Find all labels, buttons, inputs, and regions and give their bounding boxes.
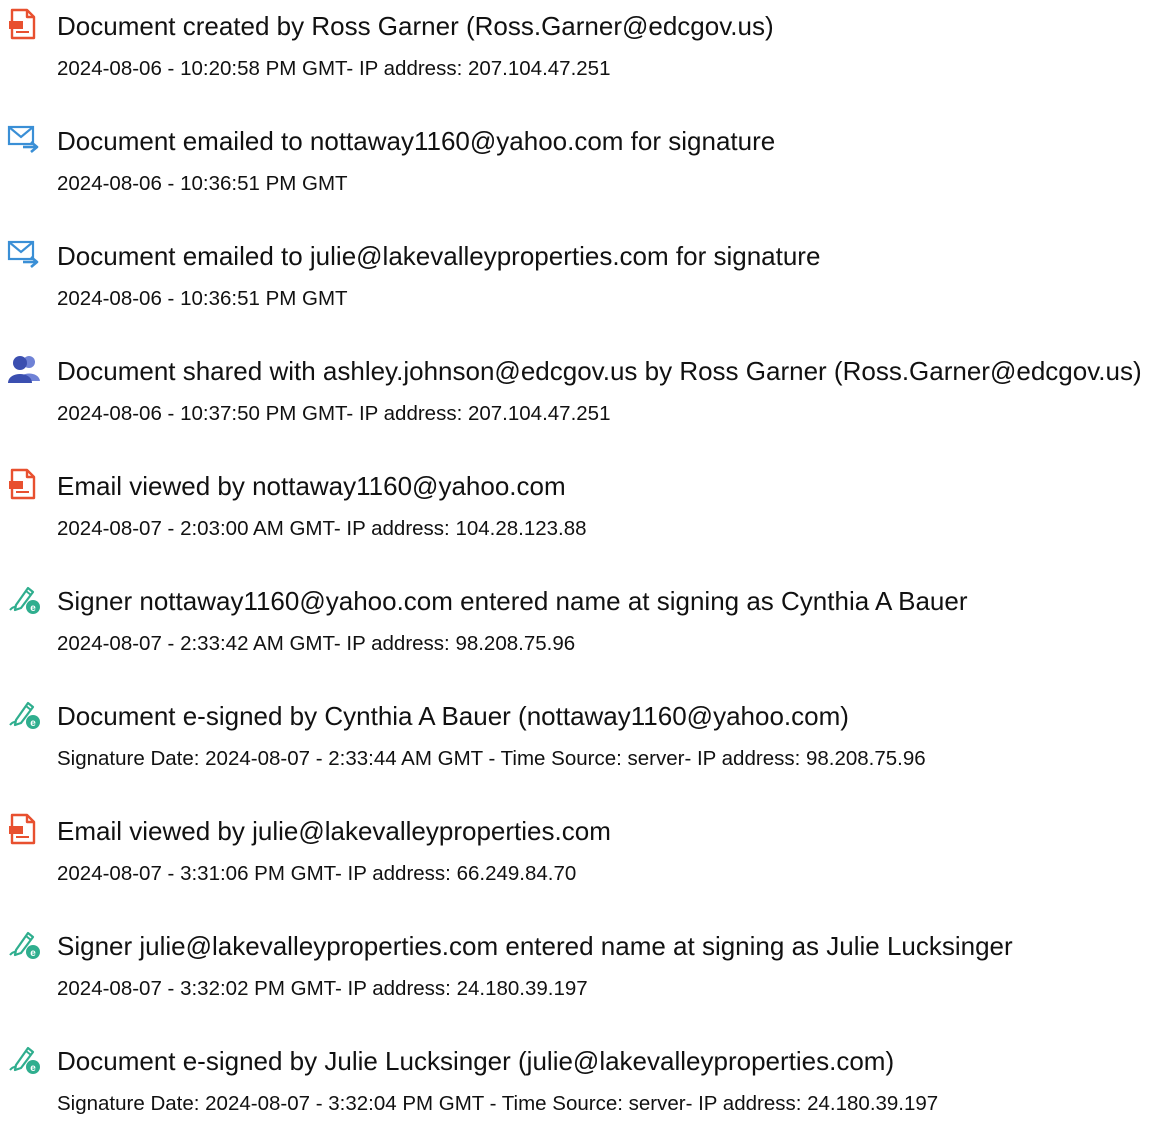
event-title: Document e-signed by Cynthia A Bauer (nottaway1160@yahoo.com) <box>57 701 849 731</box>
pen-sign-icon <box>7 928 41 960</box>
pen-sign-icon <box>7 1043 41 1075</box>
pen-sign-icon <box>7 698 41 730</box>
svg-text:e: e <box>30 948 36 959</box>
event-title: Document created by Ross Garner (Ross.Garner@edcgov.us) <box>57 11 774 41</box>
event-title: Document emailed to nottaway1160@yahoo.com for signature <box>57 126 776 156</box>
event-detail: 2024-08-07 - 3:31:06 PM GMT- IP address: 66.249.84.70 <box>57 862 577 885</box>
audit-event <box>0 1035 1176 1145</box>
event-detail: 2024-08-06 - 10:37:50 PM GMT- IP address: 207.104.47.251 <box>57 402 611 425</box>
audit-event <box>0 690 1176 800</box>
event-detail: 2024-08-07 - 3:32:02 PM GMT- IP address: 24.180.39.197 <box>57 977 588 1000</box>
audit-event <box>0 920 1176 1030</box>
event-detail: Signature Date: 2024-08-07 - 3:32:04 PM GMT - Time Source: server- IP address: 24.180.39.197 <box>57 1092 939 1115</box>
email-send-icon <box>7 123 41 155</box>
event-title: Email viewed by julie@lakevalleyproperties.com <box>57 816 611 846</box>
audit-event <box>0 0 1176 110</box>
pen-sign-icon <box>7 583 41 615</box>
event-detail: Signature Date: 2024-08-07 - 2:33:44 AM GMT - Time Source: server- IP address: 98.208.75.96 <box>57 747 926 770</box>
event-title: Document e-signed by Julie Lucksinger (julie@lakevalleyproperties.com) <box>57 1046 895 1076</box>
event-detail: 2024-08-06 - 10:36:51 PM GMT <box>57 172 348 195</box>
event-title: Email viewed by nottaway1160@yahoo.com <box>57 471 566 501</box>
document-icon <box>7 813 41 845</box>
event-detail: 2024-08-06 - 10:36:51 PM GMT <box>57 287 348 310</box>
audit-event <box>0 805 1176 915</box>
document-icon <box>7 468 41 500</box>
email-send-icon <box>7 238 41 270</box>
svg-text:e: e <box>30 718 36 729</box>
event-detail: 2024-08-06 - 10:20:58 PM GMT- IP address: 207.104.47.251 <box>57 57 611 80</box>
event-title: Document shared with ashley.johnson@edcgov.us by Ross Garner (Ross.Garner@edcgov.us) <box>57 356 1142 386</box>
event-title: Document emailed to julie@lakevalleyproperties.com for signature <box>57 241 821 271</box>
event-title: Signer julie@lakevalleyproperties.com entered name at signing as Julie Lucksinger <box>57 931 1013 961</box>
audit-event <box>0 345 1176 455</box>
svg-text:e: e <box>30 1063 36 1074</box>
event-detail: 2024-08-07 - 2:03:00 AM GMT- IP address: 104.28.123.88 <box>57 517 587 540</box>
event-title: Signer nottaway1160@yahoo.com entered name at signing as Cynthia A Bauer <box>57 586 968 616</box>
audit-event <box>0 575 1176 685</box>
audit-event <box>0 230 1176 340</box>
document-icon <box>7 8 41 40</box>
audit-event <box>0 460 1176 570</box>
event-detail: 2024-08-07 - 2:33:42 AM GMT- IP address: 98.208.75.96 <box>57 632 576 655</box>
audit-event <box>0 115 1176 225</box>
users-icon <box>7 353 41 385</box>
svg-text:e: e <box>30 603 36 614</box>
